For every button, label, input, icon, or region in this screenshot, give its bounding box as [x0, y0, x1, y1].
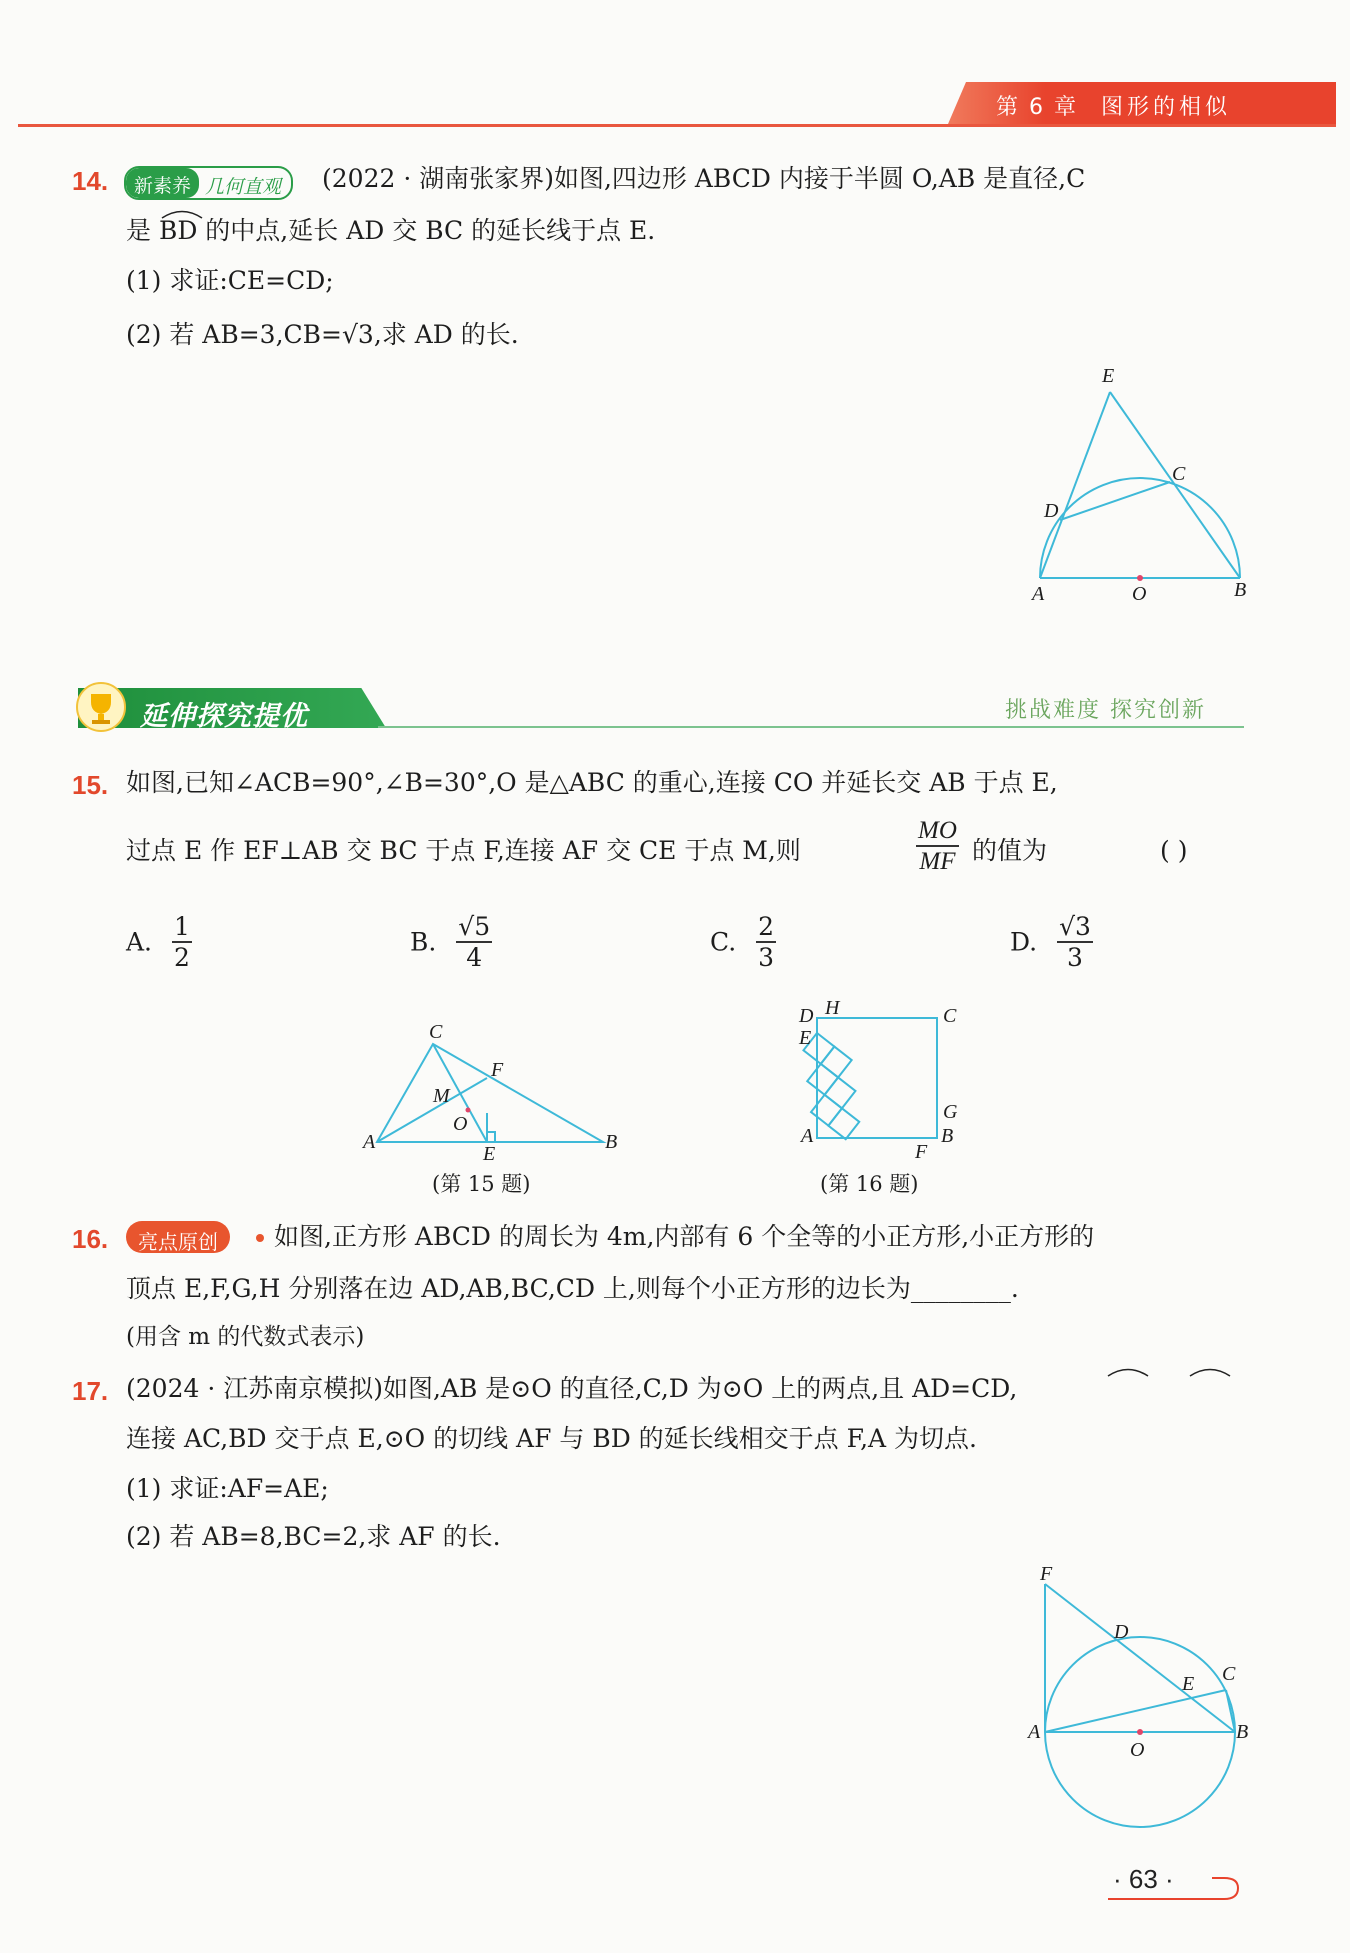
q14-line2: 是 BD 的中点,延长 AD 交 BC 的延长线于点 E.: [126, 216, 656, 245]
q15-answer-paren: ( ): [1160, 836, 1188, 865]
label-h: H: [825, 997, 840, 1019]
q15-option-a: A. $\frac{1}{2}$: [126, 912, 190, 972]
center-o-dot: [1137, 575, 1143, 581]
q17-number: 17.: [72, 1376, 109, 1406]
q16-number: 16.: [72, 1224, 109, 1254]
label-c: C: [429, 1021, 443, 1043]
q16-caption: (第 16 题): [820, 1172, 919, 1196]
trophy-icon: [74, 680, 128, 734]
frac-num: MO: [916, 818, 959, 847]
label-f: F: [491, 1059, 504, 1081]
label-f: F: [1040, 1563, 1053, 1585]
arc-bd-mark: [160, 204, 204, 214]
label-c: C: [1222, 1663, 1236, 1685]
q14-number: 14.: [72, 166, 109, 196]
q15-caption: (第 15 题): [432, 1172, 531, 1196]
label-e: E: [483, 1143, 496, 1160]
q15-option-c: C. $\frac{2}{3}$: [710, 912, 775, 972]
page-number: · 63 ·: [1113, 1864, 1174, 1894]
page-tail-icon: [1198, 1874, 1242, 1902]
label-b: B: [941, 1125, 954, 1147]
q17-part2: (2) 若 AB=8,BC=2,求 AF 的长.: [126, 1522, 501, 1551]
q16-line1: 如图,正方形 ABCD 的周长为 4m,内部有 6 个全等的小正方形,小正方形的: [274, 1222, 1095, 1251]
label-f: F: [915, 1141, 928, 1163]
badge-dot: [256, 1234, 264, 1242]
q14-part1: (1) 求证:CE=CD;: [126, 266, 334, 295]
square-abcd: [817, 1018, 937, 1138]
chapter-title: 图形的相似: [1101, 95, 1232, 120]
label-o: O: [1132, 583, 1147, 605]
q17-figure: [1020, 1560, 1270, 1840]
label-d: D: [799, 1005, 814, 1027]
q16-figure: [795, 996, 975, 1166]
center-o-dot: [1137, 1729, 1143, 1735]
q15-fraction: [916, 818, 959, 874]
label-c: C: [1172, 463, 1186, 485]
label-b: B: [1234, 579, 1247, 601]
q14-figure: [1020, 360, 1260, 610]
right-angle-mark: [487, 1132, 495, 1142]
section-rule: [378, 726, 1244, 728]
chapter-label: 第 6 章: [996, 95, 1078, 120]
label-a: A: [801, 1125, 814, 1147]
label-a: A: [1032, 583, 1045, 605]
centroid-dot: [466, 1108, 471, 1113]
label-b: B: [605, 1131, 618, 1153]
label-o: O: [1130, 1739, 1145, 1761]
header-rule: [18, 124, 1336, 127]
section-title: 延伸探究提优: [140, 701, 308, 732]
q16-line3: (用含 m 的代数式表示): [126, 1324, 365, 1350]
q14-badge: [124, 166, 293, 200]
label-m: M: [433, 1085, 450, 1107]
arc-ad-mark: [1106, 1362, 1150, 1372]
q15-option-b: B. $\frac{√5}{4}$: [410, 912, 491, 972]
label-c: C: [943, 1005, 957, 1027]
label-b: B: [1236, 1721, 1249, 1743]
line-ae: [1040, 392, 1110, 578]
q15-line2b: 的值为: [972, 836, 1048, 865]
q14-badge-main: 新素养: [126, 168, 199, 198]
q14-badge-sub: 几何直观: [205, 176, 282, 198]
line-be: [1110, 392, 1240, 578]
label-e: E: [799, 1027, 812, 1049]
q15-figure: [355, 1020, 625, 1160]
label-a: A: [1028, 1721, 1041, 1743]
label-a: A: [363, 1131, 376, 1153]
q14-part2: (2) 若 AB=3,CB=√3,求 AD 的长.: [126, 320, 519, 349]
label-e: E: [1182, 1673, 1195, 1695]
page-number-rule: [1108, 1898, 1200, 1900]
label-d: D: [1044, 500, 1059, 522]
q16-line2: 顶点 E,F,G,H 分别落在边 AD,AB,BC,CD 上,则每个小正方形的边长为________.: [126, 1274, 1019, 1303]
q15-line2a: 过点 E 作 EF⊥AB 交 BC 于点 F,连接 AF 交 CE 于点 M,则: [126, 836, 801, 865]
frac-den: MF: [919, 848, 956, 875]
q15-option-d: D. $\frac{√3}{3}$: [1010, 912, 1091, 972]
arc-cd-mark: [1188, 1362, 1232, 1372]
label-e: E: [1102, 365, 1115, 387]
label-o: O: [453, 1113, 468, 1135]
q17-part1: (1) 求证:AF=AE;: [126, 1474, 329, 1503]
q16-badge: 亮点原创: [126, 1221, 230, 1253]
q15-line1: 如图,已知∠ACB=90°,∠B=30°,O 是△ABC 的重心,连接 CO 并延长交 AB 于点 E,: [126, 768, 1058, 797]
chord-ac: [1045, 1690, 1226, 1732]
triangle-abc: [377, 1044, 603, 1142]
section-subtitle: 挑战难度 探究创新: [1005, 698, 1206, 723]
label-g: G: [943, 1101, 958, 1123]
q14-line1: (2022 · 湖南张家界)如图,四边形 ABCD 内接于半圆 O,AB 是直径,C: [322, 164, 1086, 193]
q17-line2: 连接 AC,BD 交于点 E,⊙O 的切线 AF 与 BD 的延长线相交于点 F,A 为切点.: [126, 1424, 977, 1453]
label-d: D: [1114, 1621, 1129, 1643]
q17-line1: (2024 · 江苏南京模拟)如图,AB 是⊙O 的直径,C,D 为⊙O 上的两点,且 AD=CD,: [126, 1374, 1018, 1403]
q15-number: 15.: [72, 770, 109, 800]
